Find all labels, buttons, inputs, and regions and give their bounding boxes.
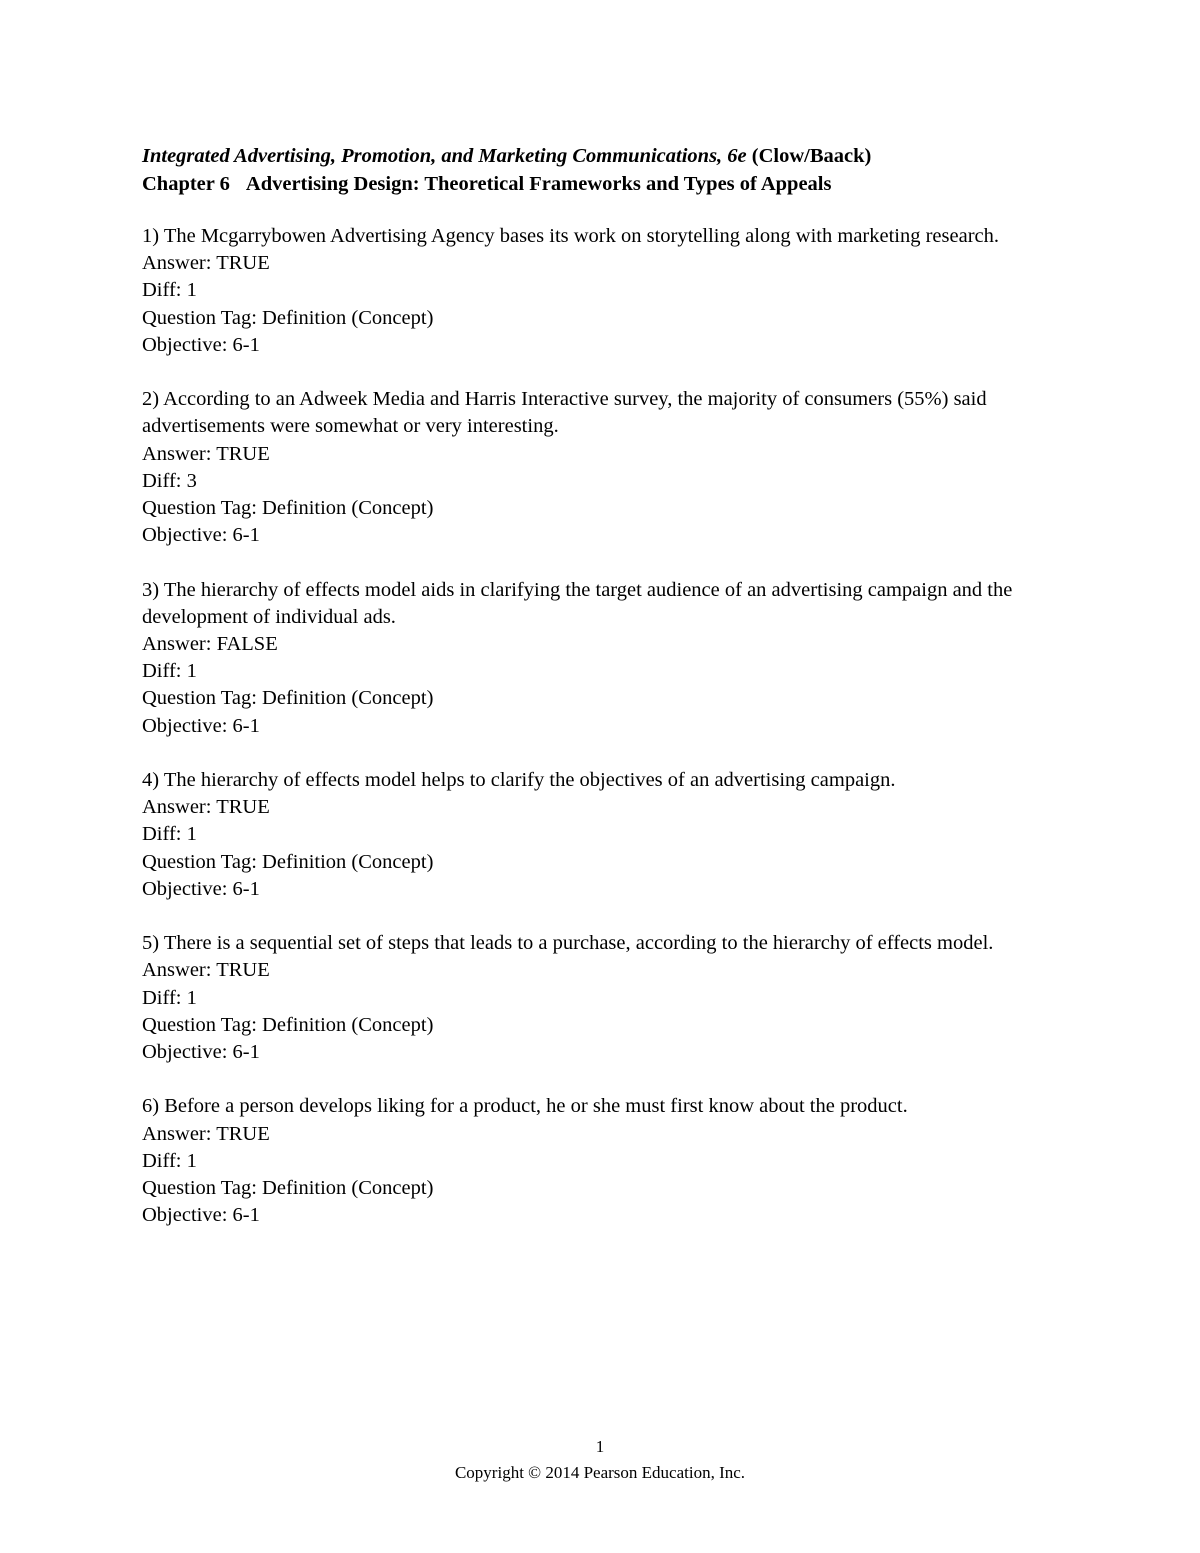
question-objective: Objective: 6-1 bbox=[142, 1204, 260, 1227]
question-tag: Question Tag: Definition (Concept) bbox=[142, 1013, 434, 1036]
question-item bbox=[142, 386, 1062, 549]
document-header bbox=[142, 142, 1102, 198]
question-tag: Question Tag: Definition (Concept) bbox=[142, 306, 434, 329]
question-objective: Objective: 6-1 bbox=[142, 333, 260, 356]
question-item bbox=[142, 767, 1062, 903]
chapter-heading bbox=[142, 170, 1102, 198]
question-answer: Answer: TRUE bbox=[142, 442, 270, 465]
question-tag: Question Tag: Definition (Concept) bbox=[142, 1177, 434, 1200]
question-answer: Answer: TRUE bbox=[142, 1122, 270, 1145]
question-text: 4) The hierarchy of effects model helps to clarify the objectives of an advertising campaign. bbox=[142, 769, 896, 792]
question-tag: Question Tag: Definition (Concept) bbox=[142, 497, 434, 520]
question-answer: Answer: TRUE bbox=[142, 796, 270, 819]
book-authors: (Clow/Baack) bbox=[751, 145, 872, 167]
question-difficulty: Diff: 3 bbox=[142, 469, 197, 492]
question-text: 2) According to an Adweek Media and Harris Interactive survey, the majority of consumers (55%) said advertisements were somewhat or very interesting. bbox=[142, 388, 987, 438]
question-objective: Objective: 6-1 bbox=[142, 1041, 260, 1064]
book-title: Integrated Advertising, Promotion, and Marketing Communications, 6e bbox=[142, 145, 747, 167]
page-number: 1 bbox=[595, 1437, 605, 1456]
question-text: 3) The hierarchy of effects model aids in clarifying the target audience of an advertising campaign and the development of individual ads. bbox=[142, 578, 1013, 628]
question-difficulty: Diff: 1 bbox=[142, 986, 197, 1009]
question-item bbox=[142, 577, 1062, 740]
question-item bbox=[142, 930, 1062, 1066]
question-difficulty: Diff: 1 bbox=[142, 279, 197, 302]
question-difficulty: Diff: 1 bbox=[142, 660, 197, 683]
question-objective: Objective: 6-1 bbox=[142, 877, 260, 900]
chapter-label: Chapter 6 bbox=[142, 173, 230, 195]
question-tag: Question Tag: Definition (Concept) bbox=[142, 687, 434, 710]
copyright-notice: Copyright © 2014 Pearson Education, Inc. bbox=[454, 1463, 746, 1482]
book-title-line bbox=[142, 142, 1102, 170]
question-text: 6) Before a person develops liking for a product, he or she must first know about the product. bbox=[142, 1095, 908, 1118]
question-difficulty: Diff: 1 bbox=[142, 823, 197, 846]
question-list bbox=[142, 223, 1062, 1257]
question-answer: Answer: TRUE bbox=[142, 959, 270, 982]
question-text: 5) There is a sequential set of steps that leads to a purchase, according to the hierarchy of effects model. bbox=[142, 932, 994, 955]
question-answer: Answer: TRUE bbox=[142, 252, 270, 275]
question-text: 1) The Mcgarrybowen Advertising Agency bases its work on storytelling along with marketing research. bbox=[142, 225, 1000, 247]
question-difficulty: Diff: 1 bbox=[142, 1149, 197, 1172]
chapter-title: Advertising Design: Theoretical Frameworks and Types of Appeals bbox=[245, 173, 832, 195]
question-item bbox=[142, 1093, 1062, 1229]
question-answer: Answer: FALSE bbox=[142, 633, 278, 656]
question-tag: Question Tag: Definition (Concept) bbox=[142, 850, 434, 873]
question-item bbox=[142, 223, 1062, 359]
question-objective: Objective: 6-1 bbox=[142, 524, 260, 547]
question-objective: Objective: 6-1 bbox=[142, 714, 260, 737]
